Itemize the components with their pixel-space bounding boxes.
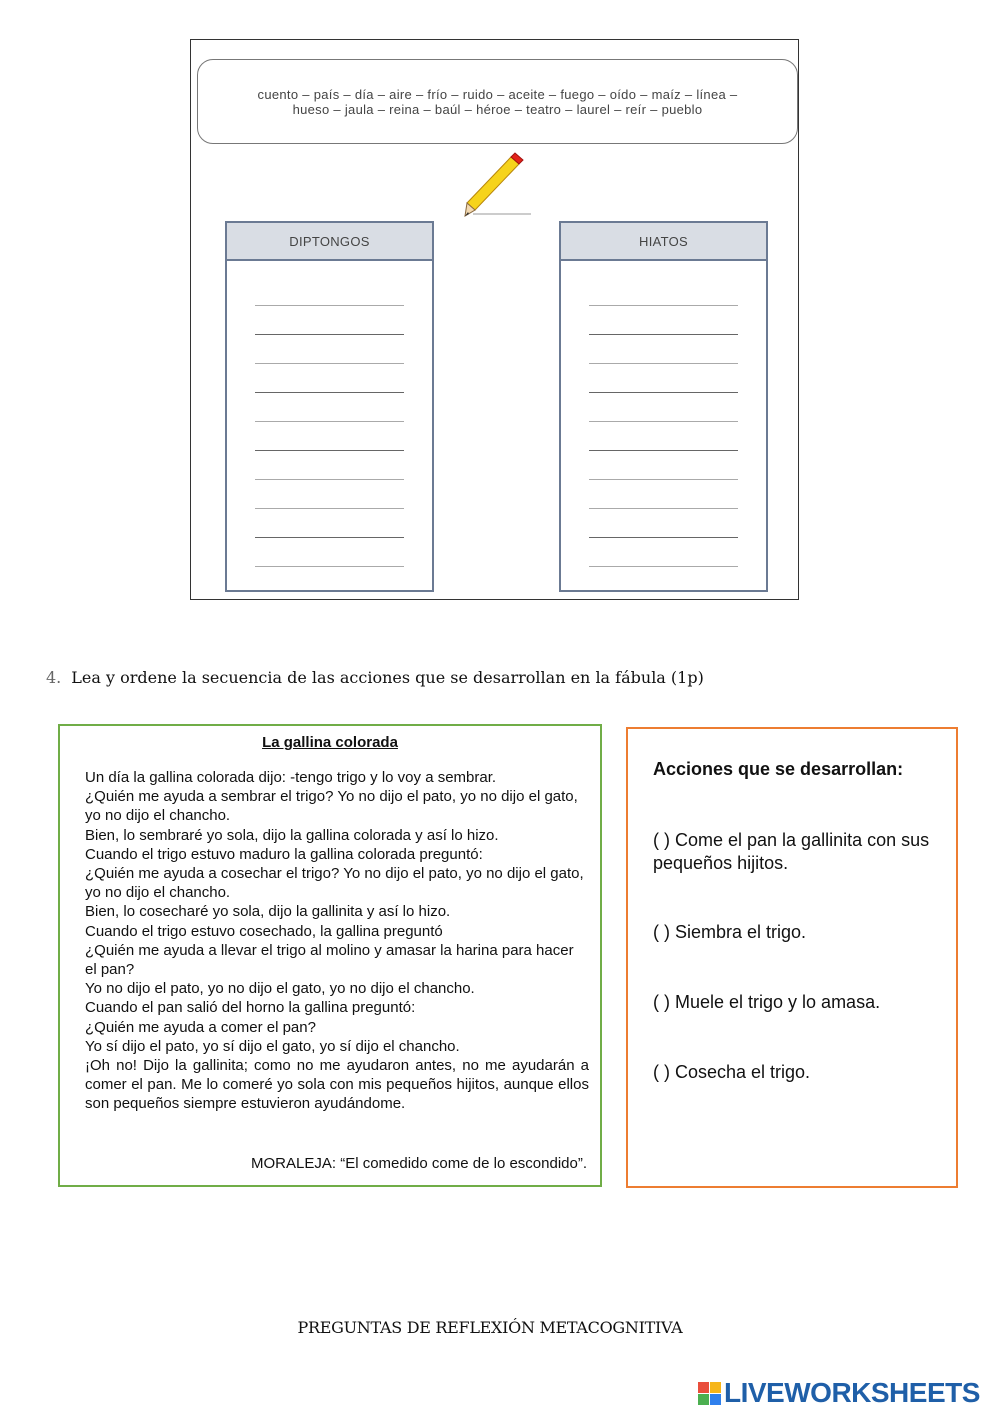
metacognitive-heading: PREGUNTAS DE REFLEXIÓN METACOGNITIVA <box>297 1318 683 1337</box>
liveworksheets-icon <box>698 1382 721 1405</box>
fable-box <box>58 724 602 1187</box>
fable-line: Cuando el pan salió del horno la gallina preguntó: <box>85 999 416 1017</box>
answer-line[interactable] <box>255 421 404 422</box>
answer-line[interactable] <box>255 363 404 364</box>
hiatos-column <box>559 221 768 592</box>
fable-line: ¿Quién me ayuda a llevar el trigo al molino y amasar la harina para hacer el pan? <box>85 941 574 979</box>
classification-frame <box>190 39 799 600</box>
diptongos-column <box>225 221 434 592</box>
action-item[interactable]: ( ) Siembra el trigo. <box>653 922 807 942</box>
fable-line: Cuando el trigo estuvo cosechado, la gallina preguntó <box>85 922 443 940</box>
answer-line[interactable] <box>255 392 404 393</box>
action-item[interactable]: ( ) Come el pan la gallinita con sus pequeños hijitos. <box>653 830 930 873</box>
actions-box <box>626 727 958 1188</box>
fable-title: La gallina colorada <box>262 734 398 751</box>
fable-line: Un día la gallina colorada dijo: -tengo trigo y lo voy a sembrar. <box>85 769 497 786</box>
answer-line[interactable] <box>255 566 404 567</box>
answer-line[interactable] <box>589 566 738 567</box>
brand-name: LIVEWORKSHEETS <box>724 1377 980 1408</box>
fable-text <box>85 768 589 1114</box>
action-item[interactable]: ( ) Cosecha el trigo. <box>653 1062 811 1082</box>
hiatos-answer-lines <box>589 305 738 595</box>
fable-line: ¡Oh no! Dijo la gallinita; como no me ayudaron antes, no me ayudarán a comer el pan. Me lo comeré yo sola con mis pequeños hijitos, aunque ellos son pequeños siempre estuvieron ayudándome. <box>85 1057 589 1113</box>
fable-moral: MORALEJA: “El comedido come de lo escondido”. <box>251 1155 587 1172</box>
fable-line: Bien, lo sembraré yo sola, dijo la gallina colorada y así lo hizo. <box>85 826 499 844</box>
question-number: 4. <box>46 668 62 687</box>
actions-title: Acciones que se desarrollan: <box>653 759 904 779</box>
answer-line[interactable] <box>255 450 404 451</box>
answer-line[interactable] <box>255 508 404 509</box>
diptongos-header: DIPTONGOS <box>227 223 432 261</box>
action-item[interactable]: ( ) Muele el trigo y lo amasa. <box>653 992 881 1012</box>
fable-line: ¿Quién me ayuda a sembrar el trigo? Yo no dijo el pato, yo no dijo el gato, yo no dijo el chancho. <box>85 788 578 825</box>
hiatos-header: HIATOS <box>561 223 766 261</box>
answer-line[interactable] <box>255 334 404 335</box>
answer-line[interactable] <box>255 537 404 538</box>
answer-line[interactable] <box>589 479 738 480</box>
answer-line[interactable] <box>589 334 738 335</box>
answer-line[interactable] <box>589 450 738 451</box>
answer-line[interactable] <box>589 537 738 538</box>
fable-line: Yo sí dijo el pato, yo sí dijo el gato, yo sí dijo el chancho. <box>85 1037 460 1055</box>
answer-line[interactable] <box>589 421 738 422</box>
answer-line[interactable] <box>255 479 404 480</box>
answer-line[interactable] <box>589 392 738 393</box>
answer-line[interactable] <box>255 305 404 306</box>
question-text: Lea y ordene la secuencia de las acciones que se desarrollan en la fábula (1p) <box>71 668 704 687</box>
answer-line[interactable] <box>589 363 738 364</box>
liveworksheets-logo <box>698 1377 980 1409</box>
word-bank <box>197 59 798 144</box>
diptongos-answer-lines <box>255 305 404 595</box>
word-bank-line-2: hueso – jaula – reina – baúl – héroe – teatro – laurel – reír – pueblo <box>292 101 703 117</box>
fable-line: Cuando el trigo estuvo maduro la gallina colorada preguntó: <box>85 845 483 863</box>
pencil-icon <box>461 152 541 222</box>
fable-line: Yo no dijo el pato, yo no dijo el gato, yo no dijo el chancho. <box>85 980 475 998</box>
fable-line: ¿Quién me ayuda a comer el pan? <box>85 1018 316 1036</box>
answer-line[interactable] <box>589 305 738 306</box>
fable-line: Bien, lo cosecharé yo sola, dijo la gallinita y así lo hizo. <box>85 903 451 921</box>
word-bank-line-1: cuento – país – día – aire – frío – ruido – aceite – fuego – oído – maíz – línea – <box>257 86 738 102</box>
fable-line: ¿Quién me ayuda a cosechar el trigo? Yo no dijo el pato, yo no dijo el gato, yo no dijo el chancho. <box>85 865 584 902</box>
answer-line[interactable] <box>589 508 738 509</box>
question-4 <box>46 668 704 687</box>
